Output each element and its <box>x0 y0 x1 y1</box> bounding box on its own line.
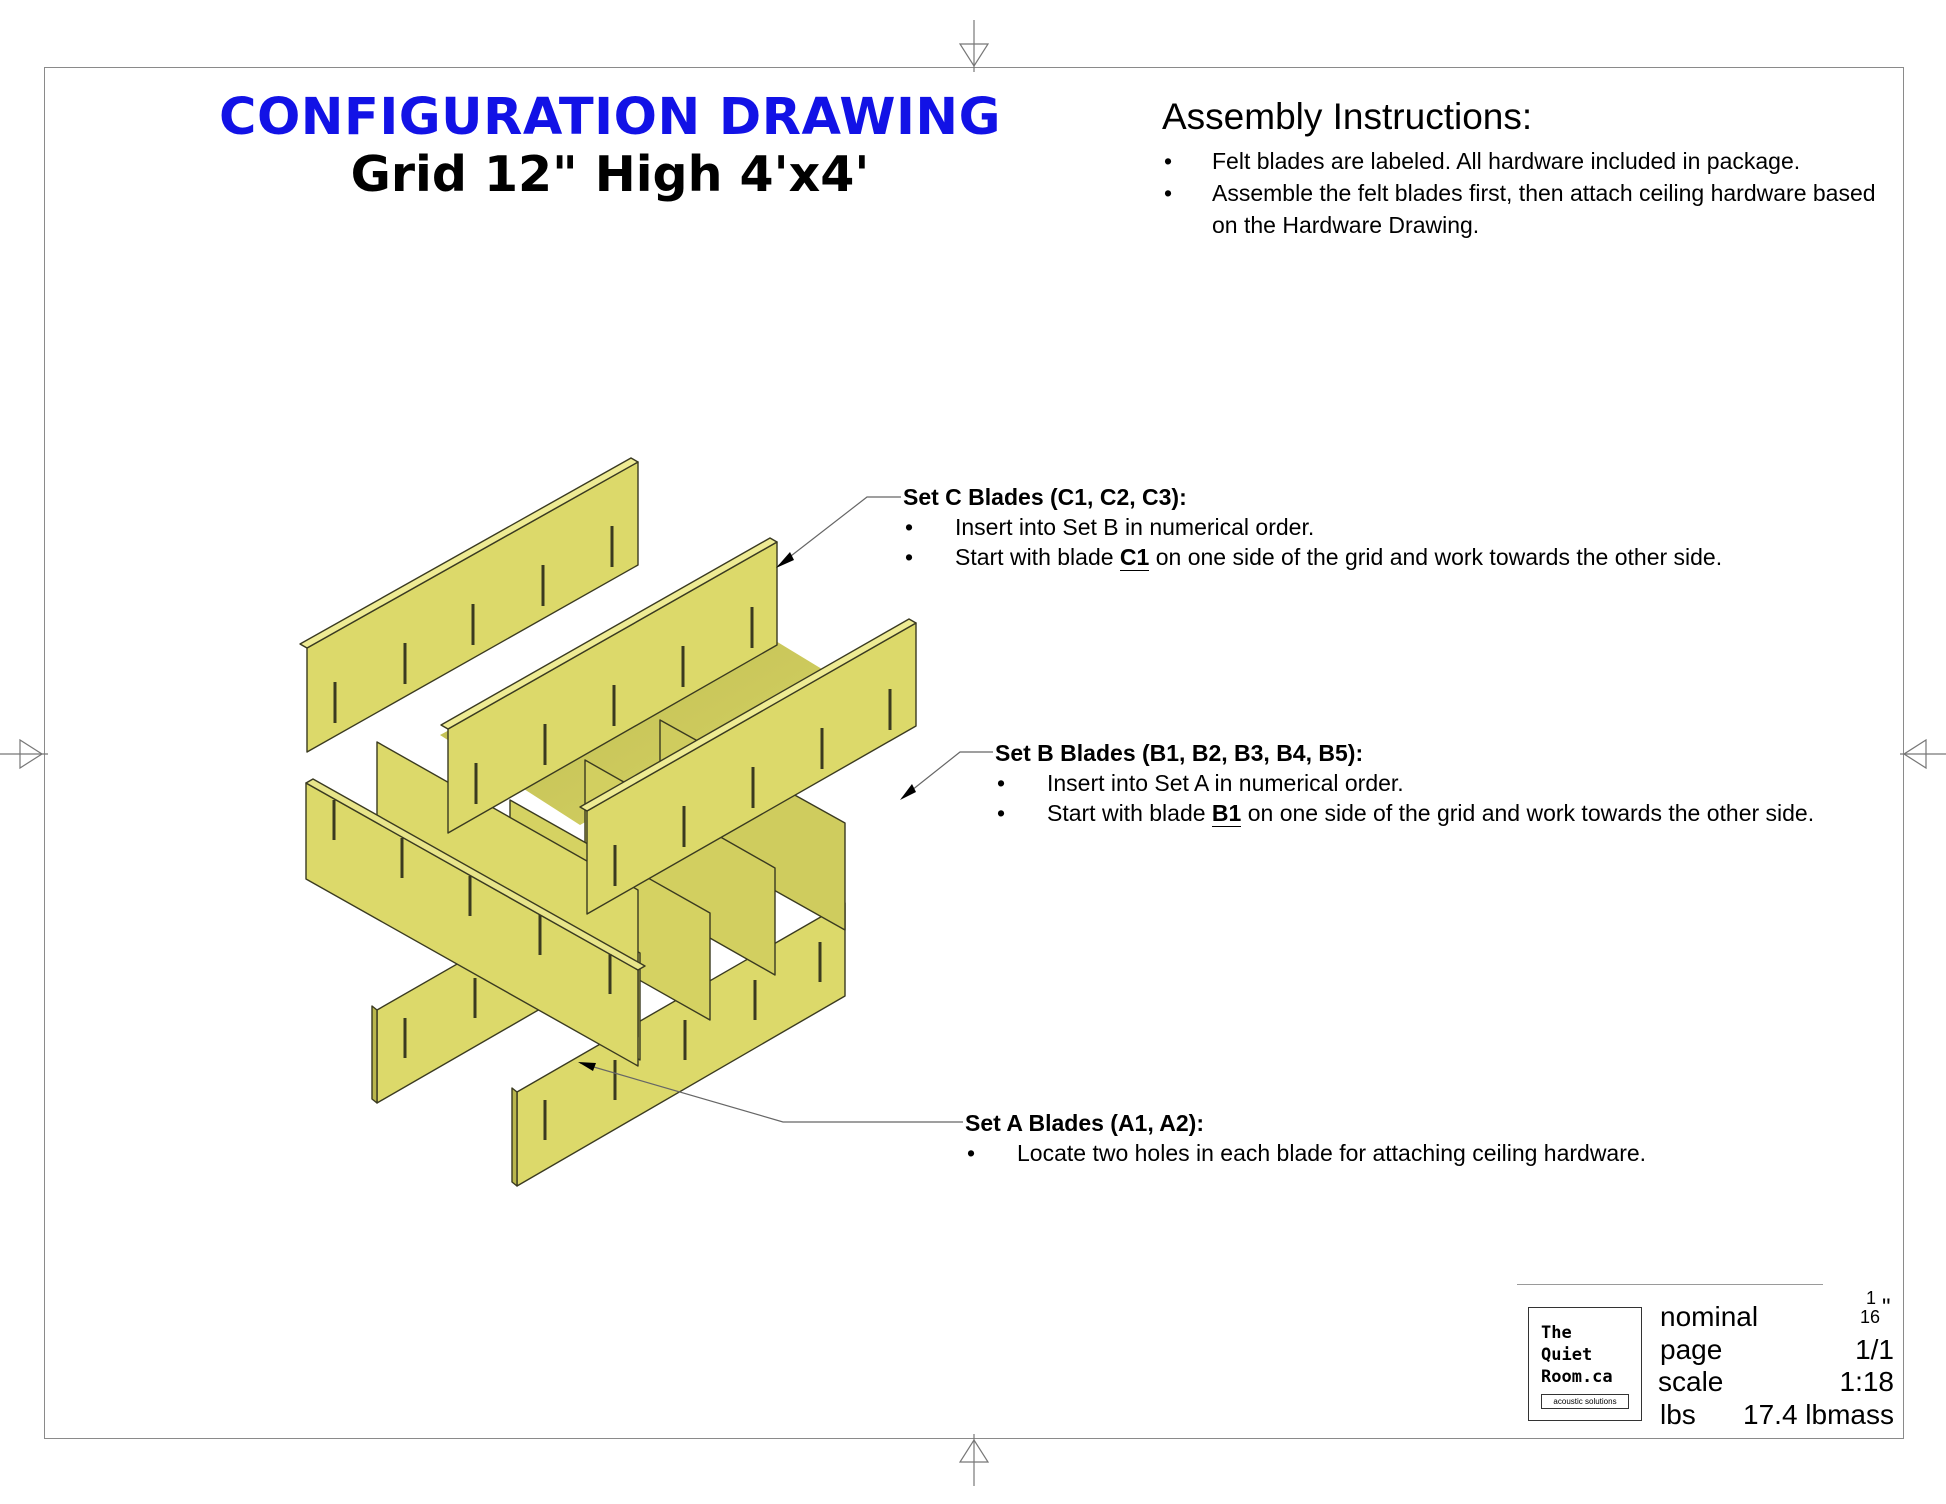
logo-text <box>1541 1322 1613 1388</box>
callout-set-b <box>995 738 1814 828</box>
callout-set-c-item <box>903 512 1722 542</box>
page-label: page <box>1660 1334 1723 1365</box>
callout-set-a-heading: Set A Blades (A1, A2): <box>965 1110 1204 1136</box>
lbs-label: lbs <box>1660 1399 1696 1430</box>
drawing-subtitle: Grid 12" High 4'x4' <box>350 146 870 203</box>
logo-line3: Room.ca <box>1541 1367 1613 1387</box>
callout-set-c-line2-pre: Start with blade <box>955 544 1120 570</box>
callout-set-b-blade: B1 <box>1211 800 1242 826</box>
bullet: • <box>1164 148 1173 174</box>
logo-line1: The <box>1541 1323 1572 1343</box>
callout-set-b-line1: Insert into Set A in numerical order. <box>1047 770 1404 796</box>
nominal-label: nominal <box>1660 1301 1759 1332</box>
logo-tagline: acoustic solutions <box>1541 1394 1629 1409</box>
title-block-divider <box>1517 1284 1823 1285</box>
callout-set-c-item <box>903 542 1722 572</box>
callout-set-c-blade: C1 <box>1119 544 1150 570</box>
bullet: • <box>997 800 1006 826</box>
callout-set-a-line1: Locate two holes in each blade for attaching ceiling hardware. <box>1017 1140 1647 1166</box>
callout-set-c-line2-post: on one side of the grid and work towards the other side. <box>1149 544 1723 570</box>
scale-value: 1:18 <box>1839 1366 1894 1397</box>
scale-label: scale <box>1658 1366 1724 1397</box>
callout-set-c <box>903 482 1722 572</box>
bullet: • <box>997 770 1006 796</box>
lbs-value: 17.4 lbmass <box>1743 1399 1894 1430</box>
blade-a1-edge <box>372 1006 377 1103</box>
callout-set-c-heading: Set C Blades (C1, C2, C3): <box>903 484 1187 510</box>
logo-line2: Quiet <box>1541 1345 1593 1365</box>
page-value: 1/1 <box>1855 1334 1894 1365</box>
bullet: • <box>1164 180 1173 206</box>
callout-set-b-item <box>995 798 1814 828</box>
bullet: • <box>905 544 914 570</box>
nominal-unit: " <box>1882 1294 1891 1321</box>
assembly-item-text: Assemble the felt blades first, then attach ceiling hardware based on the Hardware Drawing. <box>1212 180 1876 238</box>
blade-a2-edge <box>512 1088 517 1186</box>
callout-set-b-line2-post: on one side of the grid and work towards the other side. <box>1241 800 1815 826</box>
callout-set-a-item <box>965 1138 1646 1168</box>
assembly-item-text: Felt blades are labeled. All hardware included in package. <box>1212 148 1801 174</box>
assembly-heading: Assembly Instructions: <box>1162 96 1533 137</box>
drawing-title: CONFIGURATION DRAWING <box>219 88 1001 147</box>
callout-set-a <box>965 1108 1646 1168</box>
callout-set-b-item <box>995 768 1814 798</box>
nominal-denominator: 16 <box>1860 1307 1881 1327</box>
nominal-numerator: 1 <box>1866 1288 1877 1308</box>
callout-set-b-line2-pre: Start with blade <box>1047 800 1212 826</box>
callout-set-b-heading: Set B Blades (B1, B2, B3, B4, B5): <box>995 740 1364 766</box>
callout-set-c-line1: Insert into Set B in numerical order. <box>955 514 1315 540</box>
bullet: • <box>905 514 914 540</box>
bullet: • <box>967 1140 976 1166</box>
company-logo <box>1528 1307 1642 1421</box>
